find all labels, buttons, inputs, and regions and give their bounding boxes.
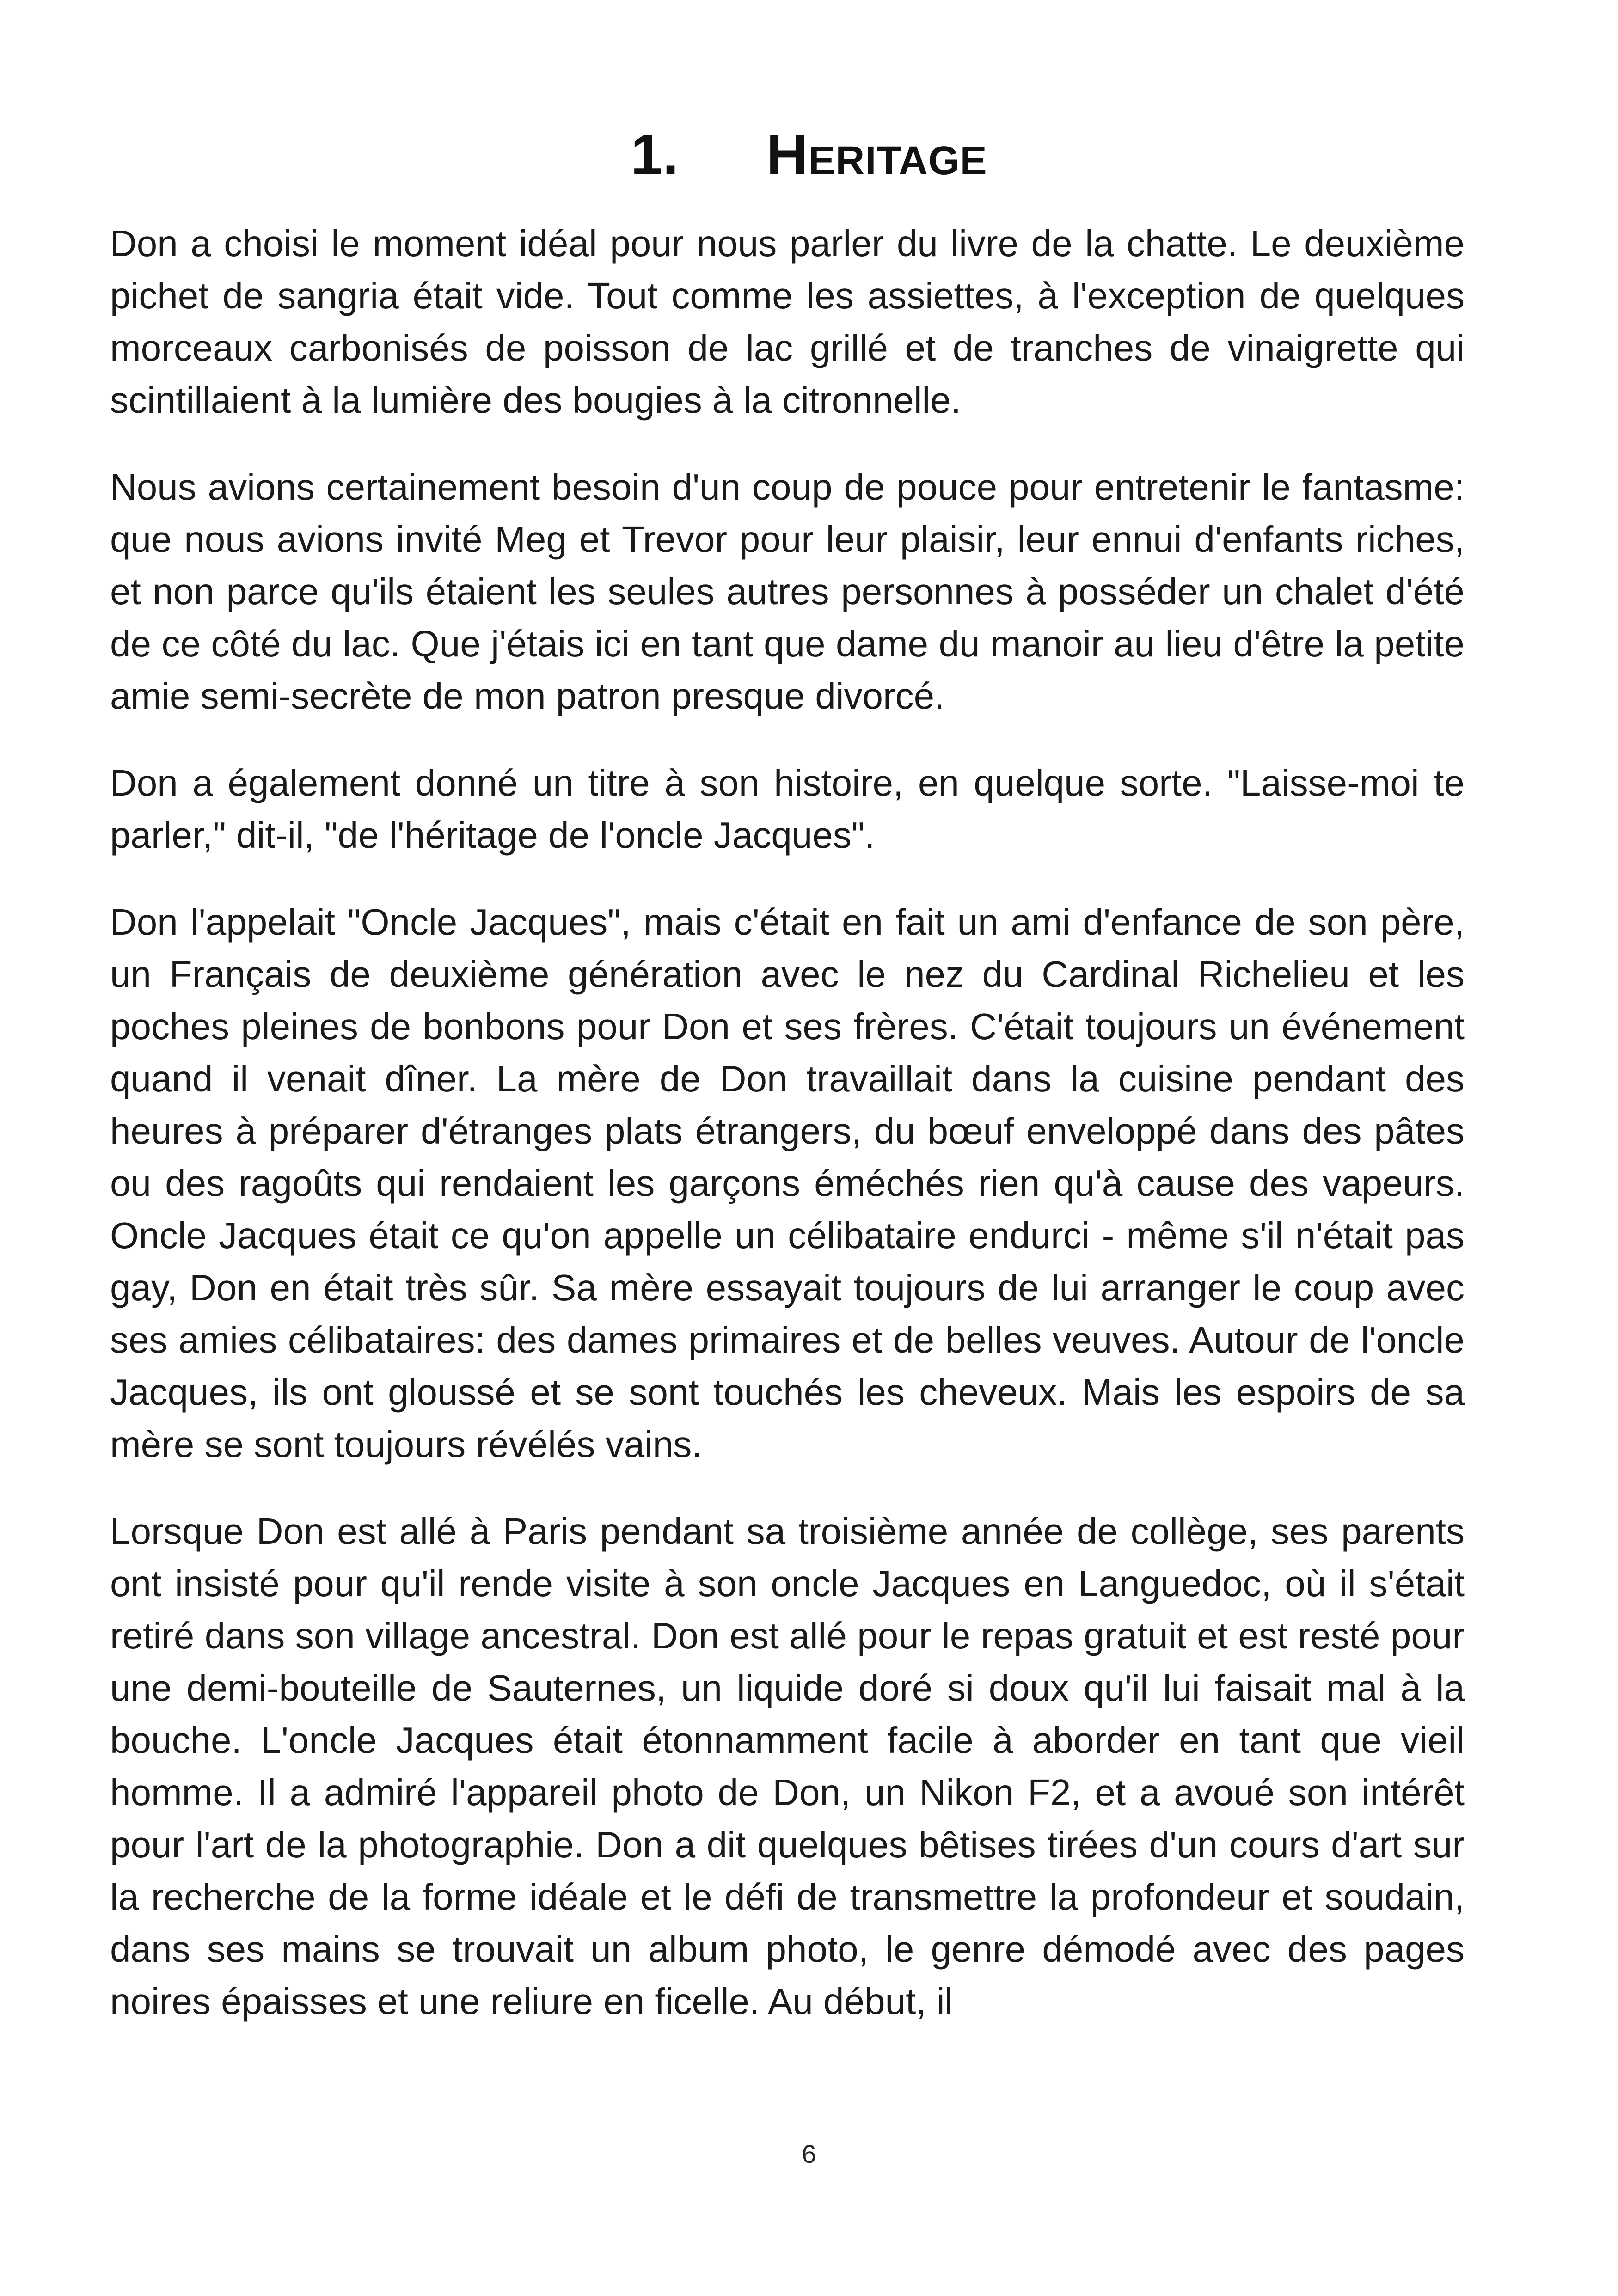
chapter-title-text: Heritage	[766, 123, 987, 187]
page-number: 6	[802, 2139, 816, 2168]
paragraph: Don a choisi le moment idéal pour nous parler du livre de la chatte. Le deuxième pichet de sangria était vide. Tout comme les assiettes, à l'exception de quelques morceaux carbonisés de poisson de lac grillé et de tranches de vinaigrette qui scintillaient à la lumière des bougies à la citronnelle.	[110, 223, 1465, 421]
paragraph: Nous avions certainement besoin d'un coup de pouce pour entretenir le fantasme: que nous avions invité Meg et Trevor pour leur plaisir, leur ennui d'enfants riches, et non parce qu'ils étaient les seules autres personnes à posséder un chalet d'été de ce côté du lac. Que j'étais ici en tant que dame du manoir au lieu d'être la petite amie semi-secrète de mon patron presque divorcé.	[110, 466, 1465, 716]
chapter-number: 1.	[631, 123, 679, 187]
paragraph: Don l'appelait "Oncle Jacques", mais c'était en fait un ami d'enfance de son père, un Français de deuxième génération avec le nez du Cardinal Richelieu et les poches pleines de bonbons pour Don et ses frères. C'était toujours un événement quand il venait dîner. La mère de Don travaillait dans la cuisine pendant des heures à préparer d'étranges plats étrangers, du bœuf enveloppé dans des pâtes ou des ragoûts qui rendaient les garçons éméchés rien qu'à cause des vapeurs. Oncle Jacques était ce qu'on appelle un célibataire endurci - même s'il n'était pas gay, Don en était très sûr. Sa mère essayait toujours de lui arranger le coup avec ses amies célibataires: des dames primaires et de belles veuves. Autour de l'oncle Jacques, ils ont gloussé et se sont touchés les cheveux. Mais les espoirs de sa mère se sont toujours révélés vains.	[110, 901, 1465, 1465]
chapter-title	[0, 116, 1618, 194]
paragraph: Lorsque Don est allé à Paris pendant sa troisième année de collège, ses parents ont insisté pour qu'il rende visite à son oncle Jacques en Languedoc, où il s'était retiré dans son village ancestral. Don est allé pour le repas gratuit et est resté pour une demi-bouteille de Sauternes, un liquide doré si doux qu'il lui faisait mal à la bouche. L'oncle Jacques était étonnamment facile à aborder en tant que vieil homme. Il a admiré l'appareil photo de Don, un Nikon F2, et a avoué son intérêt pour l'art de la photographie. Don a dit quelques bêtises tirées d'un cours d'art sur la recherche de la forme idéale et le défi de transmettre la profondeur et soudain, dans ses mains se trouvait un album photo, le genre démodé avec des pages noires épaisses et une reliure en ficelle. Au début, il	[110, 1511, 1465, 2022]
paragraph: Don a également donné un titre à son histoire, en quelque sorte. "Laisse-moi te parler," dit-il, "de l'héritage de l'oncle Jacques".	[110, 762, 1465, 856]
body-text	[110, 217, 1465, 2062]
